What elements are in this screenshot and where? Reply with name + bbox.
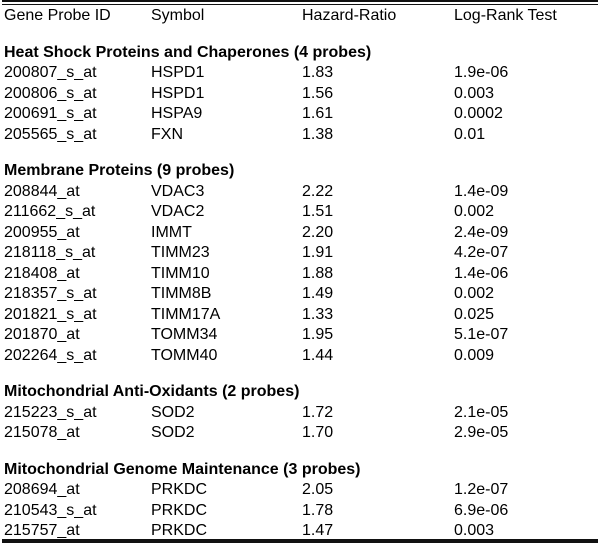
section-title: Heat Shock Proteins and Chaperones (4 probes) bbox=[4, 43, 372, 61]
section-title: Mitochondrial Genome Maintenance (3 probes) bbox=[4, 460, 361, 478]
cell-log-rank: 1.4e-06 bbox=[454, 264, 509, 282]
section-title: Mitochondrial Anti-Oxidants (2 probes) bbox=[4, 383, 300, 400]
cell-log-rank: 0.003 bbox=[454, 522, 495, 539]
table-row bbox=[2, 284, 598, 305]
cell-log-rank: 2.4e-09 bbox=[454, 223, 509, 241]
cell-log-rank: 5.1e-07 bbox=[454, 326, 509, 343]
cell-hazard-ratio: 2.05 bbox=[302, 481, 334, 498]
table-row bbox=[2, 346, 598, 367]
section-mitochondrial-anti-oxidants bbox=[2, 382, 598, 444]
table-row bbox=[2, 501, 598, 522]
cell-symbol: HSPD1 bbox=[151, 64, 205, 81]
cell-probe-id: 218408_at bbox=[4, 264, 80, 282]
top-thin-rule bbox=[2, 4, 598, 5]
table-row bbox=[2, 243, 598, 264]
cell-log-rank: 2.9e-05 bbox=[454, 424, 509, 441]
table-row bbox=[2, 104, 598, 125]
gene-probe-table bbox=[2, 0, 598, 542]
cell-probe-id: 218118_s_at bbox=[4, 244, 96, 261]
cell-probe-id: 205565_s_at bbox=[4, 125, 97, 143]
cell-hazard-ratio: 1.88 bbox=[302, 264, 334, 282]
table-row bbox=[2, 202, 598, 223]
cell-probe-id: 215757_at bbox=[4, 522, 80, 539]
cell-symbol: TIMM23 bbox=[151, 244, 210, 261]
cell-symbol: HSPD1 bbox=[151, 84, 205, 102]
bottom-thick-rule bbox=[2, 539, 598, 543]
cell-probe-id: 201870_at bbox=[4, 326, 80, 343]
table-row bbox=[2, 264, 598, 285]
cell-probe-id: 215223_s_at bbox=[4, 403, 97, 421]
cell-hazard-ratio: 2.20 bbox=[302, 223, 334, 241]
cell-log-rank: 1.9e-06 bbox=[454, 64, 509, 81]
cell-log-rank: 2.1e-05 bbox=[454, 403, 509, 421]
cell-hazard-ratio: 1.61 bbox=[302, 105, 334, 122]
cell-hazard-ratio: 1.51 bbox=[302, 203, 334, 220]
table-row bbox=[2, 63, 598, 84]
cell-log-rank: 0.002 bbox=[454, 203, 495, 220]
cell-hazard-ratio: 1.91 bbox=[302, 244, 334, 261]
cell-symbol: PRKDC bbox=[151, 501, 208, 519]
cell-probe-id: 218357_s_at bbox=[4, 285, 97, 302]
cell-hazard-ratio: 1.44 bbox=[302, 346, 334, 364]
section-heat-shock-proteins bbox=[2, 43, 598, 146]
cell-log-rank: 0.0002 bbox=[454, 105, 503, 122]
cell-symbol: TIMM10 bbox=[151, 264, 210, 282]
cell-log-rank: 0.002 bbox=[454, 285, 495, 302]
cell-probe-id: 200691_s_at bbox=[4, 105, 97, 122]
section-membrane-proteins bbox=[2, 161, 598, 366]
cell-hazard-ratio: 1.95 bbox=[302, 326, 334, 343]
cell-hazard-ratio: 1.47 bbox=[302, 522, 334, 539]
cell-probe-id: 215078_at bbox=[4, 424, 80, 441]
table-row bbox=[2, 182, 598, 203]
cell-hazard-ratio: 1.78 bbox=[302, 501, 334, 519]
cell-probe-id: 208844_at bbox=[4, 182, 80, 200]
cell-symbol: SOD2 bbox=[151, 424, 195, 441]
cell-hazard-ratio: 1.56 bbox=[302, 84, 334, 102]
column-header-log-rank-test: Log-Rank Test bbox=[454, 7, 557, 24]
cell-log-rank: 1.2e-07 bbox=[454, 481, 509, 498]
table-header-row bbox=[2, 6, 598, 27]
cell-hazard-ratio: 1.49 bbox=[302, 285, 334, 302]
cell-log-rank: 1.4e-09 bbox=[454, 182, 509, 200]
cell-log-rank: 0.003 bbox=[454, 84, 495, 102]
cell-symbol: TIMM8B bbox=[151, 285, 212, 302]
table-row bbox=[2, 125, 598, 146]
table-row bbox=[2, 480, 598, 501]
cell-hazard-ratio: 1.70 bbox=[302, 424, 334, 441]
cell-symbol: TOMM40 bbox=[151, 346, 218, 364]
cell-probe-id: 208694_at bbox=[4, 481, 80, 498]
cell-log-rank: 0.01 bbox=[454, 125, 486, 143]
cell-symbol: SOD2 bbox=[151, 403, 195, 421]
cell-probe-id: 211662_s_at bbox=[4, 203, 96, 220]
cell-probe-id: 200955_at bbox=[4, 223, 80, 241]
cell-symbol: PRKDC bbox=[151, 522, 208, 539]
cell-hazard-ratio: 1.33 bbox=[302, 305, 334, 323]
cell-hazard-ratio: 1.72 bbox=[302, 403, 334, 421]
cell-symbol: VDAC2 bbox=[151, 203, 205, 220]
column-header-hazard-ratio: Hazard-Ratio bbox=[302, 7, 397, 24]
cell-probe-id: 202264_s_at bbox=[4, 346, 97, 364]
table-row bbox=[2, 84, 598, 105]
column-header-gene-probe-id: Gene Probe ID bbox=[4, 7, 111, 24]
cell-probe-id: 200806_s_at bbox=[4, 84, 97, 102]
cell-log-rank: 0.009 bbox=[454, 346, 495, 364]
cell-symbol: TOMM34 bbox=[151, 326, 218, 343]
table-row bbox=[2, 223, 598, 244]
column-header-symbol: Symbol bbox=[151, 7, 205, 24]
cell-hazard-ratio: 2.22 bbox=[302, 182, 334, 200]
cell-symbol: IMMT bbox=[151, 223, 192, 241]
table-row bbox=[2, 403, 598, 424]
cell-hazard-ratio: 1.38 bbox=[302, 125, 334, 143]
cell-symbol: PRKDC bbox=[151, 481, 208, 498]
table-row bbox=[2, 305, 598, 326]
cell-symbol: VDAC3 bbox=[151, 182, 205, 200]
cell-log-rank: 6.9e-06 bbox=[454, 501, 509, 519]
cell-log-rank: 4.2e-07 bbox=[454, 244, 509, 261]
cell-symbol: HSPA9 bbox=[151, 105, 203, 122]
section-title: Membrane Proteins (9 probes) bbox=[4, 162, 235, 179]
cell-probe-id: 200807_s_at bbox=[4, 64, 97, 81]
section-mitochondrial-genome-maintenance bbox=[2, 460, 598, 542]
cell-probe-id: 210543_s_at bbox=[4, 501, 97, 519]
cell-hazard-ratio: 1.83 bbox=[302, 64, 334, 81]
cell-probe-id: 201821_s_at bbox=[4, 305, 97, 323]
table-row bbox=[2, 325, 598, 346]
table-row bbox=[2, 423, 598, 444]
cell-symbol: FXN bbox=[151, 125, 183, 143]
cell-symbol: TIMM17A bbox=[151, 305, 221, 323]
cell-log-rank: 0.025 bbox=[454, 305, 495, 323]
